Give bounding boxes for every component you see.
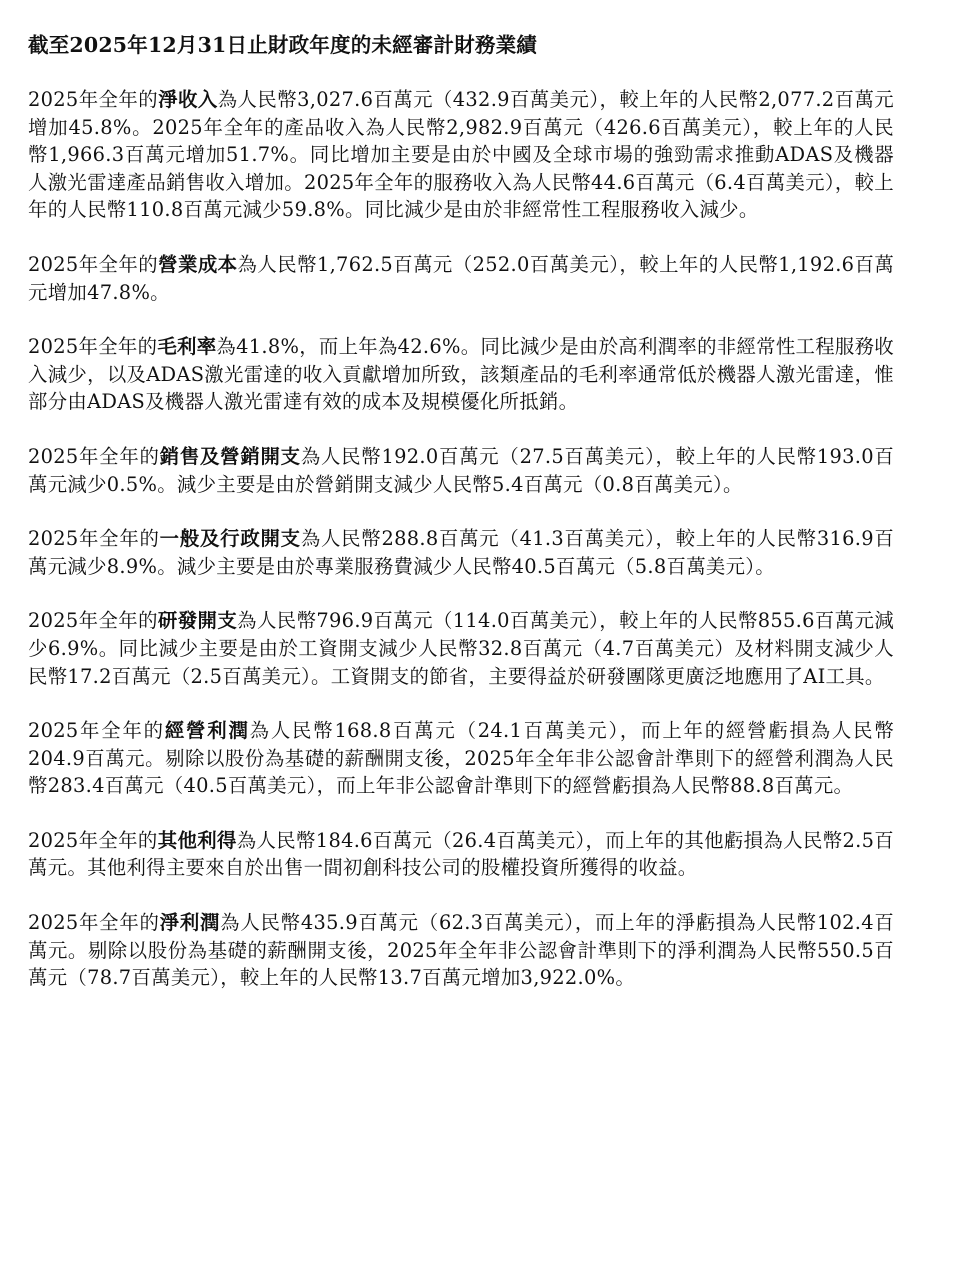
- paragraph-lead: 2025年全年的: [28, 444, 160, 468]
- paragraph-body: 為人民幣796.9百萬元（114.0百萬美元），較上年的人民幣855.6百萬元減少6.9%。同比減少主要是由於工資開支減少人民幣32.8百萬元（4.7百萬美元）及材料開支減少人民幣17.2百萬元（2.5百萬美元）。工資開支的節省，主要得益於研發團隊更廣泛地應用了AI工具。: [28, 609, 895, 688]
- paragraph-term: 研發開支: [157, 609, 238, 633]
- paragraph-term: 淨收入: [158, 88, 218, 111]
- paragraph-lead: 2025年全年的: [28, 88, 159, 111]
- paragraph-body: 為人民幣3,027.6百萬元（432.9百萬美元），較上年的人民幣2,077.2百萬元增加45.8%。2025年全年的產品收入為人民幣2,982.9百萬元（426.6百萬美元），較上年的人民幣1,966.3百萬元增加51.7%。同比增加主要是由於中國及全球市場的強勁需求推動ADAS及機器人激光雷達產品銷售收入增加。2025年全年的服務收入為人民幣44.6百萬元（6.4百萬美元），較上年的人民幣110.8百萬元減少59.8%。同比減少是由於非經常性工程服務收入減少。: [28, 88, 895, 222]
- paragraph-term: 淨利潤: [159, 911, 221, 935]
- paragraph-operating-profit: [28, 717, 894, 800]
- paragraph-lead: 2025年全年的: [28, 252, 159, 276]
- paragraph-lead: 2025年全年的: [28, 911, 160, 935]
- paragraph-body: 為人民幣288.8百萬元（41.3百萬美元），較上年的人民幣316.9百萬元減少8.9%。減少主要是由於專業服務費減少人民幣40.5百萬元（5.8百萬美元）。: [28, 527, 895, 578]
- paragraph-research-development: [28, 607, 894, 690]
- paragraph-term: 毛利率: [157, 335, 217, 359]
- paragraph-body: 為人民幣1,762.5百萬元（252.0百萬美元），較上年的人民幣1,192.6百萬元增加47.8%。: [28, 252, 895, 304]
- paragraph-general-admin: [28, 525, 894, 580]
- paragraph-term: 銷售及營銷開支: [159, 444, 301, 468]
- paragraph-body: 為人民幣435.9百萬元（62.3百萬美元），而上年的淨虧損為人民幣102.4百萬元。剔除以股份為基礎的薪酬開支後，2025年全年非公認會計準則下的淨利潤為人民幣550.5百萬元（78.7百萬美元），較上年的人民幣13.7百萬元增加3,922.0%。: [28, 911, 895, 990]
- paragraph-net-revenue: [28, 86, 894, 224]
- paragraph-gross-margin: [28, 333, 894, 416]
- paragraph-lead: 2025年全年的: [28, 828, 158, 852]
- paragraph-other-gains: [28, 827, 894, 882]
- paragraph-term: 一般及行政開支: [159, 527, 301, 551]
- paragraph-sales-marketing: [28, 443, 894, 498]
- paragraph-lead: 2025年全年的: [28, 335, 158, 359]
- paragraph-net-profit: [28, 909, 894, 992]
- paragraph-body: 為人民幣168.8百萬元（24.1百萬美元），而上年的經營虧損為人民幣204.9百萬元。剔除以股份為基礎的薪酬開支後，2025年全年非公認會計準則下的經營利潤為人民幣283.4百萬元（40.5百萬美元），而上年非公認會計準則下的經營虧損為人民幣88.8百萬元。: [28, 719, 895, 798]
- paragraph-lead: 2025年全年的: [28, 719, 165, 743]
- paragraph-lead: 2025年全年的: [28, 609, 158, 633]
- paragraph-body: 為41.8%，而上年為42.6%。同比減少是由於高利潤率的非經常性工程服務收入減少，以及ADAS激光雷達的收入貢獻增加所致，該類產品的毛利率通常低於機器人激光雷達，惟部分由ADAS及機器人激光雷達有效的成本及規模優化所抵銷。: [28, 335, 894, 414]
- paragraph-body: 為人民幣184.6百萬元（26.4百萬美元），而上年的其他虧損為人民幣2.5百萬元。其他利得主要來自於出售一間初創科技公司的股權投資所獲得的收益。: [28, 828, 894, 880]
- page-title: 截至2025年12月31日止財政年度的未經審計財務業績: [28, 33, 538, 57]
- paragraph-term: 其他利得: [157, 828, 237, 852]
- paragraph-term: 營業成本: [158, 252, 238, 276]
- paragraph-cost-of-revenue: [28, 251, 894, 306]
- paragraph-term: 經營利潤: [164, 719, 250, 743]
- paragraph-lead: 2025年全年的: [28, 527, 160, 551]
- paragraph-body: 為人民幣192.0百萬元（27.5百萬美元），較上年的人民幣193.0百萬元減少0.5%。減少主要是由於營銷開支減少人民幣5.4百萬元（0.8百萬美元）。: [28, 444, 895, 496]
